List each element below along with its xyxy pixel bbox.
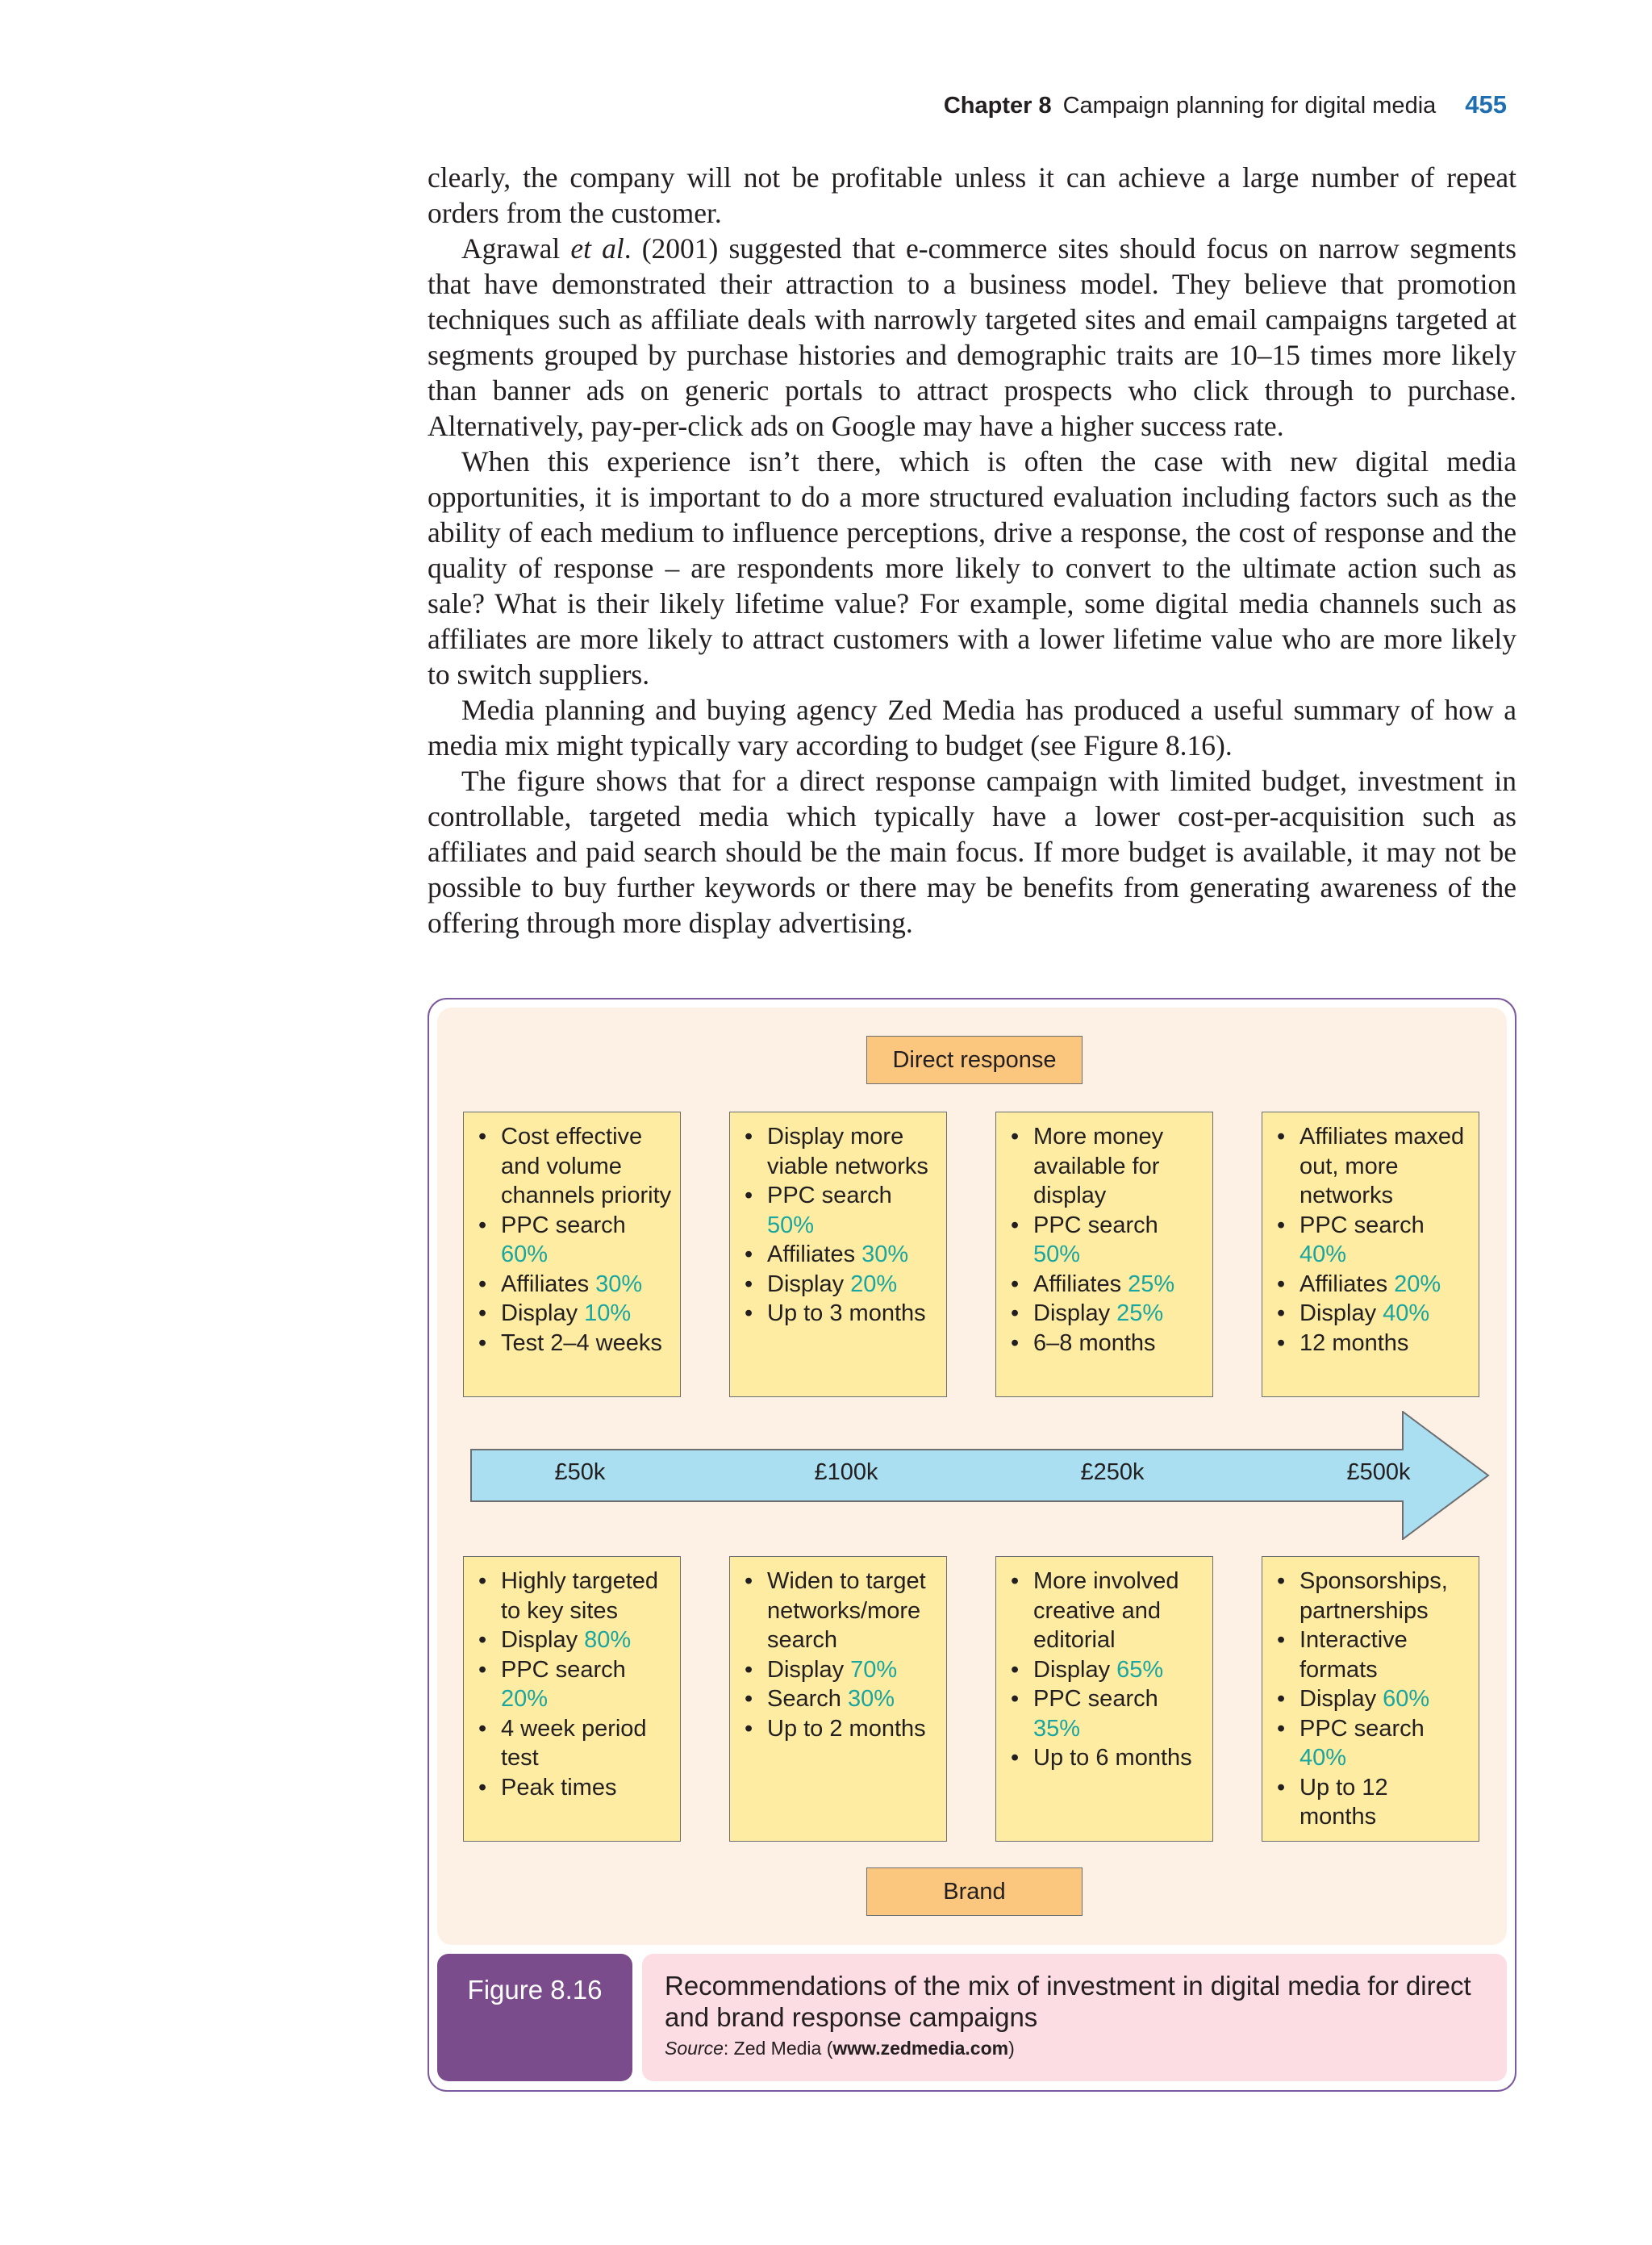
card-bullet xyxy=(1277,1625,1471,1684)
bullet-text: Display xyxy=(767,1656,851,1683)
card-bullet xyxy=(1277,1567,1471,1625)
bullet-text: Display xyxy=(501,1627,585,1653)
direct-response-label: Direct response xyxy=(866,1036,1083,1084)
paragraph-1: clearly, the company will not be profitable unless it can achieve a large number of repeat orders from the customer. xyxy=(428,161,1516,229)
bullet-percent: 30% xyxy=(861,1241,909,1267)
page-number: 455 xyxy=(1465,90,1507,119)
direct-card-100k xyxy=(729,1112,947,1397)
direct-card-50k xyxy=(463,1112,681,1397)
card-bullet xyxy=(1277,1329,1471,1358)
card-bullet xyxy=(1277,1773,1471,1832)
bullet-text: Affiliates xyxy=(1299,1271,1395,1297)
bullet-text: More involved creative and editorial xyxy=(1033,1568,1179,1653)
card-bullet xyxy=(1011,1684,1204,1743)
budget-500k: £500k xyxy=(1346,1459,1411,1485)
bullet-percent: 20% xyxy=(850,1271,898,1297)
card-bullet xyxy=(1011,1122,1204,1211)
direct-card-500k xyxy=(1262,1112,1479,1397)
bullet-text: PPC search xyxy=(1033,1212,1158,1238)
figure-8-16 xyxy=(428,998,1516,2092)
card-bullet xyxy=(745,1270,938,1300)
paragraph-2 xyxy=(428,231,1516,444)
bullet-text: Up to 3 months xyxy=(767,1300,926,1326)
bullet-text: Highly targeted to key sites xyxy=(501,1568,659,1624)
card-bullet xyxy=(478,1270,672,1300)
paragraph-3: When this experience isn’t there, which is often the case with new digital media opportunities, it is important to do a more structured evaluation including factors such as the ability of each medium to influence perceptions, drive a response, the cost of response and the quality of response – are respondents more likely to convert to the ultimate action such as sale? What is their likely lifetime value? For example, some digital media channels such as affiliates are more likely to attract customers with a lower lifetime value who are more likely to switch suppliers. xyxy=(428,445,1516,691)
card-bullet xyxy=(1277,1211,1471,1270)
card-bullet xyxy=(1011,1329,1204,1358)
bullet-percent: 30% xyxy=(595,1271,643,1297)
bullet-text: 6–8 months xyxy=(1033,1329,1156,1356)
card-bullet xyxy=(745,1299,938,1329)
brand-card-250k xyxy=(995,1556,1213,1842)
card-bullet xyxy=(1011,1743,1204,1773)
bullet-text: Display xyxy=(1033,1656,1117,1683)
bullet-percent: 40% xyxy=(1299,1745,1347,1771)
bullet-text: Display xyxy=(501,1300,585,1326)
card-bullet xyxy=(1011,1299,1204,1329)
paragraph-2-start: Agrawal xyxy=(461,232,571,265)
card-bullet xyxy=(478,1122,672,1211)
card-bullet xyxy=(1277,1122,1471,1211)
card-bullet xyxy=(1277,1684,1471,1714)
source-url: www.zedmedia.com xyxy=(832,2038,1009,2059)
card-bullet xyxy=(478,1329,672,1358)
bullet-percent: 50% xyxy=(767,1212,815,1238)
bullet-text: Display xyxy=(1299,1686,1383,1712)
bullet-percent: 40% xyxy=(1383,1300,1430,1326)
card-bullet xyxy=(478,1211,672,1270)
card-bullet xyxy=(478,1714,672,1773)
card-bullet xyxy=(1011,1211,1204,1270)
card-bullet xyxy=(1277,1270,1471,1300)
bullet-text: Affiliates xyxy=(501,1271,596,1297)
brand-card-500k xyxy=(1262,1556,1479,1842)
bullet-percent: 35% xyxy=(1033,1715,1081,1742)
paragraph-5: The figure shows that for a direct response campaign with limited budget, investment in controllable, targeted media which typically have a lower cost-per-acquisition such as affiliates and paid search should be the main focus. If more budget is available, it may not be possible to buy further keywords or there may be benefits from generating awareness of the offering through more display advertising. xyxy=(428,765,1516,939)
card-bullet xyxy=(745,1655,938,1685)
figure-number-tag: Figure 8.16 xyxy=(437,1954,632,2081)
card-bullet xyxy=(745,1240,938,1270)
bullet-percent: 20% xyxy=(1394,1271,1441,1297)
running-header xyxy=(944,90,1507,119)
bullet-percent: 70% xyxy=(850,1656,898,1683)
bullet-text: PPC search xyxy=(501,1212,626,1238)
bullet-text: PPC search xyxy=(1299,1212,1425,1238)
bullet-text: Affiliates maxed out, more networks xyxy=(1299,1124,1465,1208)
bullet-percent: 50% xyxy=(1033,1241,1081,1267)
bullet-percent: 80% xyxy=(584,1627,632,1653)
card-bullet xyxy=(1011,1655,1204,1685)
chapter-label: Chapter 8 xyxy=(943,93,1052,119)
bullet-percent: 60% xyxy=(501,1241,549,1267)
caption-source xyxy=(665,2038,1484,2059)
bullet-text: PPC search xyxy=(1033,1686,1158,1712)
card-bullet xyxy=(478,1773,672,1803)
bullet-text: Display xyxy=(1033,1300,1117,1326)
bullet-percent: 40% xyxy=(1299,1241,1347,1267)
bullet-text: Peak times xyxy=(501,1774,617,1801)
bullet-text: Up to 2 months xyxy=(767,1715,926,1742)
bullet-text: Affiliates xyxy=(767,1241,862,1267)
card-bullet xyxy=(478,1625,672,1655)
card-bullet xyxy=(745,1714,938,1744)
card-bullet xyxy=(745,1181,938,1240)
card-bullet xyxy=(745,1684,938,1714)
card-bullet xyxy=(745,1122,938,1181)
card-bullet xyxy=(745,1567,938,1655)
bullet-percent: 25% xyxy=(1116,1300,1164,1326)
source-label: Source xyxy=(665,2038,724,2059)
bullet-text: 12 months xyxy=(1299,1329,1409,1356)
card-bullet xyxy=(478,1299,672,1329)
bullet-text: Display more viable networks xyxy=(767,1124,928,1179)
bullet-percent: 60% xyxy=(1383,1686,1430,1712)
caption-title: Recommendations of the mix of investment in digital media for direct and brand response campaigns xyxy=(665,1971,1471,2032)
bullet-text: PPC search xyxy=(1299,1715,1425,1742)
bullet-text: PPC search xyxy=(501,1656,626,1683)
bullet-text: Sponsorships, partnerships xyxy=(1299,1568,1448,1624)
card-bullet xyxy=(478,1655,672,1714)
paragraph-2-rest: . (2001) suggested that e-commerce sites should focus on narrow segments that have demonstrated their attraction to a business model. They believe that promotion techniques such as affiliate deals with narrowly targeted sites and email campaigns targeted at segments grouped by purchase histories and demographic traits are 10–15 times more likely than banner ads on generic portals to attract prospects who click through to purchase. Alternatively, pay-per-click ads on Google may have a higher success rate. xyxy=(428,232,1516,442)
direct-card-250k xyxy=(995,1112,1213,1397)
source-close: ) xyxy=(1008,2038,1015,2059)
bullet-text: 4 week period test xyxy=(501,1715,647,1771)
bullet-text: Cost effective and volume channels priority xyxy=(501,1124,672,1208)
bullet-text: Display xyxy=(767,1271,851,1297)
brand-card-50k xyxy=(463,1556,681,1842)
brand-card-100k xyxy=(729,1556,947,1842)
bullet-text: Interactive formats xyxy=(1299,1627,1408,1683)
brand-label: Brand xyxy=(866,1867,1083,1916)
bullet-percent: 65% xyxy=(1116,1656,1164,1683)
bullet-text: Up to 12 months xyxy=(1299,1774,1388,1830)
bullet-text: Widen to target networks/more search xyxy=(767,1568,926,1653)
card-bullet xyxy=(1277,1299,1471,1329)
source-text: : Zed Media ( xyxy=(723,2038,833,2059)
bullet-percent: 25% xyxy=(1128,1271,1175,1297)
paragraph-4: Media planning and buying agency Zed Media has produced a useful summary of how a media mix might typically vary according to budget (see Figure 8.16). xyxy=(428,694,1516,762)
bullet-text: More money available for display xyxy=(1033,1124,1164,1208)
bullet-percent: 10% xyxy=(584,1300,632,1326)
card-bullet xyxy=(1011,1270,1204,1300)
bullet-text: Test 2–4 weeks xyxy=(501,1329,662,1356)
budget-250k: £250k xyxy=(1080,1459,1145,1485)
chapter-title: Campaign planning for digital media xyxy=(1062,93,1437,119)
paragraph-2-et-al: et al xyxy=(570,232,624,265)
card-bullet xyxy=(478,1567,672,1625)
card-bullet xyxy=(1277,1714,1471,1773)
bullet-text: Display xyxy=(1299,1300,1383,1326)
bullet-text: Search xyxy=(767,1686,848,1712)
figure-caption xyxy=(642,1954,1507,2081)
card-bullet xyxy=(1011,1567,1204,1655)
bullet-text: Up to 6 months xyxy=(1033,1745,1192,1771)
body-text xyxy=(428,160,1516,941)
bullet-percent: 30% xyxy=(847,1686,895,1712)
budget-100k: £100k xyxy=(814,1459,878,1485)
bullet-text: Affiliates xyxy=(1033,1271,1128,1297)
bullet-text: PPC search xyxy=(767,1183,892,1208)
bullet-percent: 20% xyxy=(501,1686,549,1712)
budget-50k: £50k xyxy=(554,1459,606,1485)
figure-panel xyxy=(437,1008,1507,1945)
